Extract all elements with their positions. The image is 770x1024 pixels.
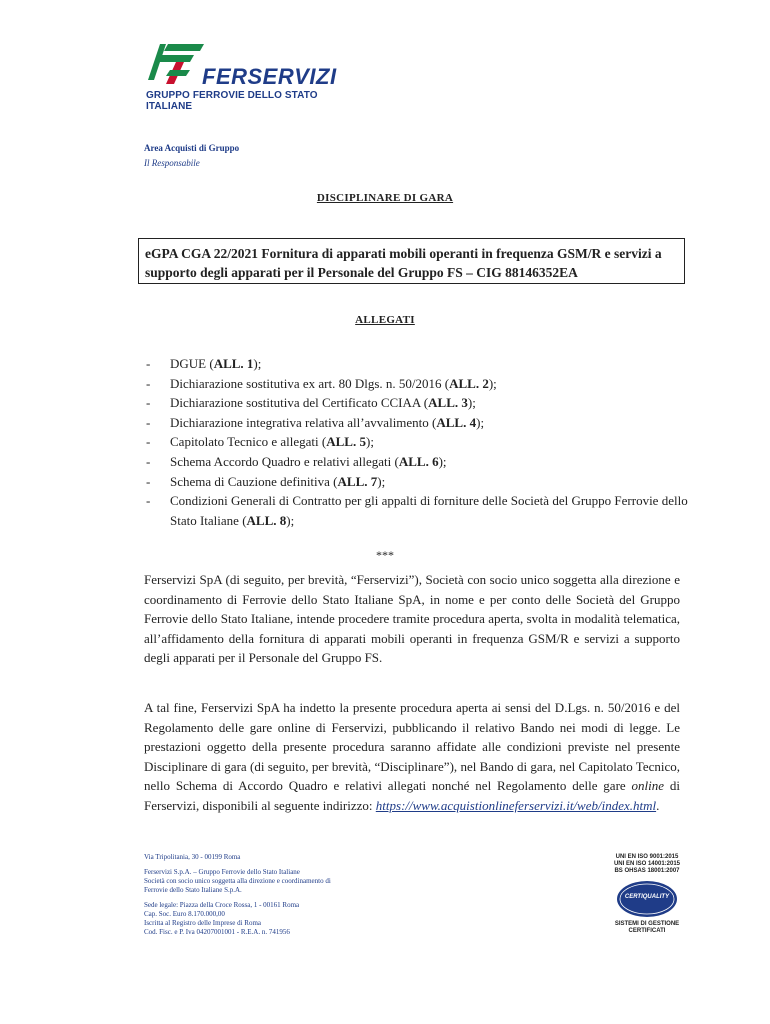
- cert-standard: BS OHSAS 18001:2007: [614, 868, 680, 874]
- cert-standard: UNI EN ISO 9001:2015: [615, 854, 679, 860]
- footer-company-line: Società con socio unico soggetta alla direzione e coordinamento di: [144, 877, 331, 885]
- brand-name: FERSERVIZI: [202, 64, 337, 89]
- responsabile-label: Il Responsabile: [144, 158, 200, 168]
- allegati-list: [144, 354, 689, 530]
- list-item: - Schema Accordo Quadro e relativi allegati (ALL. 6);: [144, 452, 689, 472]
- list-item: - Schema di Cauzione definitiva (ALL. 7);: [144, 472, 689, 492]
- cert-badge-label: CERTIQUALITY: [624, 894, 670, 900]
- certiquality-seal-icon: [615, 879, 679, 919]
- footer-address: Via Tripolitania, 30 - 00199 Roma: [144, 853, 241, 861]
- list-item: - Dichiarazione sostitutiva ex art. 80 Dlgs. n. 50/2016 (ALL. 2);: [144, 374, 689, 394]
- footer-legal-line: Cod. Fisc. e P. Iva 04207001001 - R.E.A. n. 741956: [144, 928, 290, 936]
- footer-company-line: Ferservizi S.p.A. – Gruppo Ferrovie dello Stato Italiane: [144, 868, 300, 876]
- paragraph-procedure: A tal fine, Ferservizi SpA ha indetto la presente procedura aperta ai sensi del D.Lgs. n. 50/2016 e del Regolamento delle gare online di Ferservizi, pubblicando il relativo Bando nei modi di legge. Le prestazioni oggetto della presente procedura saranno affidate alle condizioni previste nel presente Disciplinare di gara (di seguito, per brevità, “Disciplinare”), nel Bando di gara, nel Capitolato Tecnico, nello Schema di Accordo Quadro e relativi allegati nonché nel Regolamento delle gare online di Ferservizi, disponibili al seguente indirizzo: https://www.acquistionlineferservizi.it/web/index.html.: [144, 700, 680, 813]
- document-title: DISCIPLINARE DI GARA: [316, 192, 454, 204]
- list-item: - Condizioni Generali di Contratto per gli appalti di forniture delle Società del Gruppo Ferrovie dello Stato Italiane (ALL. 8);: [144, 491, 689, 530]
- area-label: Area Acquisti di Gruppo: [144, 143, 240, 153]
- list-item: - DGUE (ALL. 1);: [144, 354, 689, 374]
- allegati-heading: ALLEGATI: [355, 314, 415, 326]
- footer-legal-line: Iscritta al Registro delle Imprese di Roma: [144, 919, 262, 927]
- boxed-title: eGPA CGA 22/2021 Fornitura di apparati mobili operanti in frequenza GSM/R e servizi a supporto degli apparati per il Personale del Gruppo FS – CIG 88146352EA: [138, 238, 685, 284]
- cert-caption: SISTEMI DI GESTIONE: [614, 921, 680, 927]
- cert-caption: CERTIFICATI: [628, 928, 666, 934]
- ferservizi-logo: [144, 40, 364, 112]
- footer-company-info: [144, 853, 404, 937]
- cert-standard: UNI EN ISO 14001:2015: [613, 861, 681, 867]
- certification-block: [608, 854, 686, 934]
- brand-subtitle: GRUPPO FERROVIE DELLO STATO ITALIANE: [146, 90, 318, 112]
- footer-company-line: Ferrovie dello Stato Italiane S.p.A.: [144, 886, 242, 894]
- section-separator: ***: [376, 548, 394, 562]
- regolamento-link[interactable]: https://www.acquistionlineferservizi.it/web/index.html: [375, 797, 657, 813]
- fs-logo-mark-icon: [146, 40, 206, 88]
- footer-legal-line: Sede legale: Piazza della Croce Rossa, 1 - 00161 Roma: [144, 901, 300, 909]
- list-item: - Dichiarazione integrativa relativa all’avvalimento (ALL. 4);: [144, 413, 689, 433]
- paragraph-intro: Ferservizi SpA (di seguito, per brevità, “Ferservizi”), Società con socio unico soggetta alla direzione e coordinamento di Ferrovie dello Stato Italiane SpA, in nome e per conto delle Società del Gruppo Ferrovie dello Stato Italiane, intende procedere tramite procedura aperta, svolta in modalità telematica, all’affidamento della fornitura di apparati mobili operanti in frequenza GSM/R e servizi a supporto degli apparati per il Personale del Gruppo FS.: [144, 572, 680, 666]
- list-item: - Dichiarazione sostitutiva del Certificato CCIAA (ALL. 3);: [144, 393, 689, 413]
- footer-legal-line: Cap. Soc. Euro 8.170.000,00: [144, 910, 225, 918]
- list-item: - Capitolato Tecnico e allegati (ALL. 5);: [144, 432, 689, 452]
